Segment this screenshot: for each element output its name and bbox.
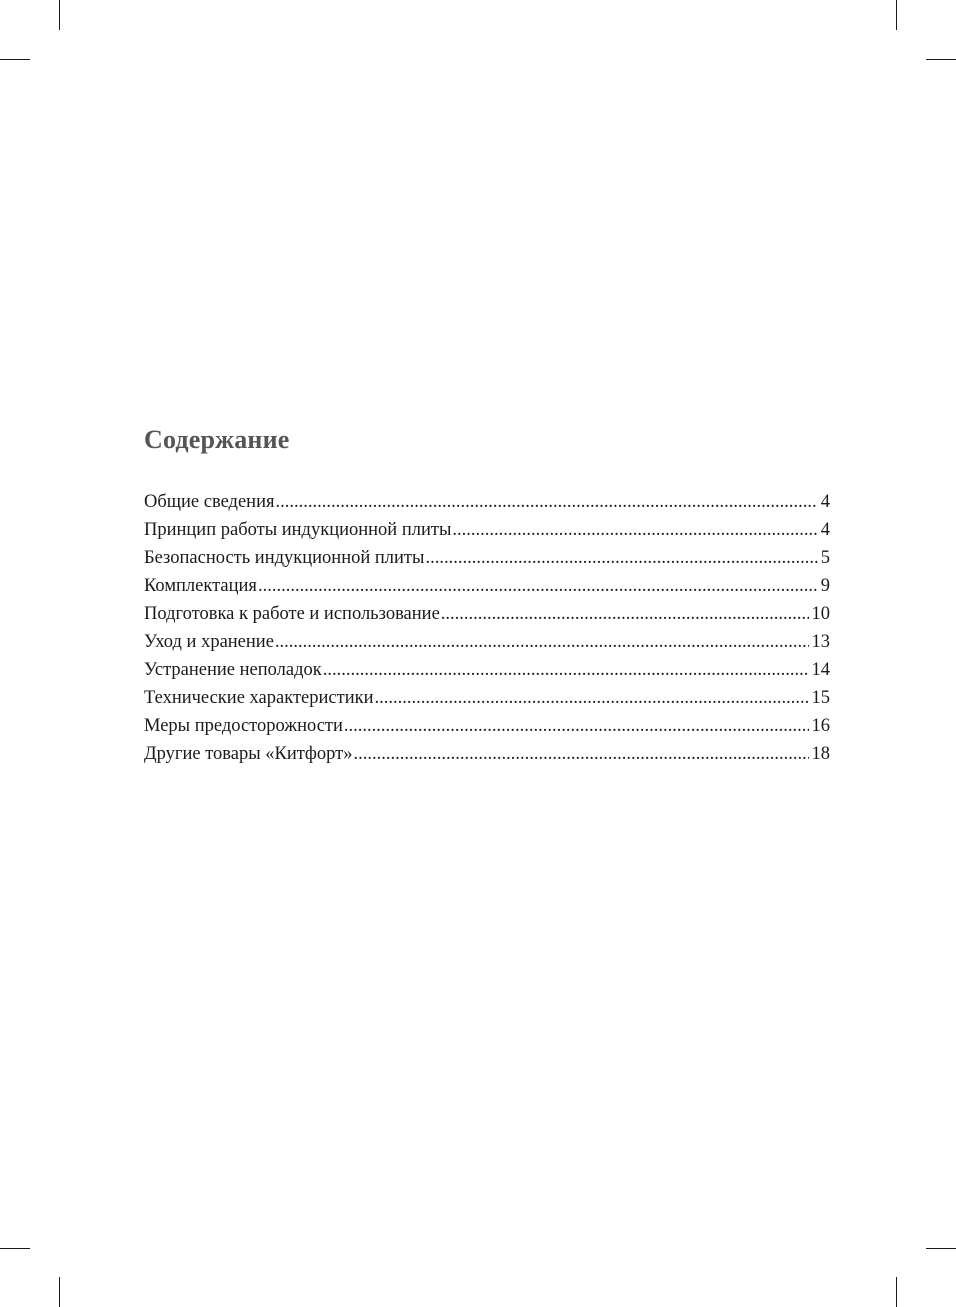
toc-entry-page: 4 [820, 492, 830, 512]
crop-mark-top-left-vertical [59, 0, 60, 30]
toc-entry-label: Принцип работы индукционной плиты [144, 520, 452, 540]
toc-entry[interactable] [144, 516, 830, 544]
toc-dot-leader [323, 656, 809, 684]
toc-entry-page: 13 [811, 632, 830, 652]
toc-dot-leader [275, 628, 809, 656]
crop-mark-top-right-horizontal [926, 59, 956, 60]
toc-entry-page: 18 [811, 744, 830, 764]
crop-mark-top-right-vertical [896, 0, 897, 30]
toc-entry[interactable] [144, 684, 830, 712]
toc-dot-leader [441, 600, 809, 628]
crop-mark-bottom-right-vertical [896, 1277, 897, 1307]
toc-entry-label: Подготовка к работе и использование [144, 604, 440, 624]
toc-entry-page: 14 [811, 660, 830, 680]
toc-entry[interactable] [144, 656, 830, 684]
toc-entry-label: Безопасность индукционной плиты [144, 548, 425, 568]
toc-entry-label: Устранение неполадок [144, 660, 322, 680]
toc-entry-label: Уход и хранение [144, 632, 274, 652]
toc-entry-page: 10 [811, 604, 830, 624]
toc-entry-label: Другие товары «Китфорт» [144, 744, 353, 764]
table-of-contents [144, 420, 830, 768]
toc-entry[interactable] [144, 544, 830, 572]
toc-entry-label: Меры предосторожности [144, 716, 343, 736]
toc-entry-page: 5 [820, 548, 830, 568]
toc-dot-leader [276, 488, 818, 516]
toc-entry[interactable] [144, 712, 830, 740]
toc-dot-leader [452, 516, 817, 544]
toc-dot-leader [425, 544, 817, 572]
toc-entry[interactable] [144, 740, 830, 768]
toc-entry[interactable] [144, 600, 830, 628]
toc-entry-page: 15 [811, 688, 830, 708]
crop-mark-bottom-left-vertical [59, 1277, 60, 1307]
toc-list [144, 488, 830, 768]
toc-entry[interactable] [144, 488, 830, 516]
crop-mark-top-left-horizontal [0, 59, 30, 60]
toc-dot-leader [353, 740, 808, 768]
toc-title: Содержание [144, 425, 290, 454]
toc-dot-leader [344, 712, 809, 740]
crop-mark-bottom-right-horizontal [926, 1248, 956, 1249]
toc-entry[interactable] [144, 628, 830, 656]
toc-entry-label: Технические характеристики [144, 688, 374, 708]
toc-entry-label: Комплектация [144, 576, 257, 596]
toc-entry-page: 16 [811, 716, 830, 736]
toc-dot-leader [258, 572, 818, 600]
toc-entry-label: Общие сведения [144, 492, 275, 512]
toc-dot-leader [374, 684, 808, 712]
toc-entry-page: 4 [820, 520, 830, 540]
crop-mark-bottom-left-horizontal [0, 1248, 30, 1249]
toc-entry[interactable] [144, 572, 830, 600]
toc-entry-page: 9 [820, 576, 830, 596]
